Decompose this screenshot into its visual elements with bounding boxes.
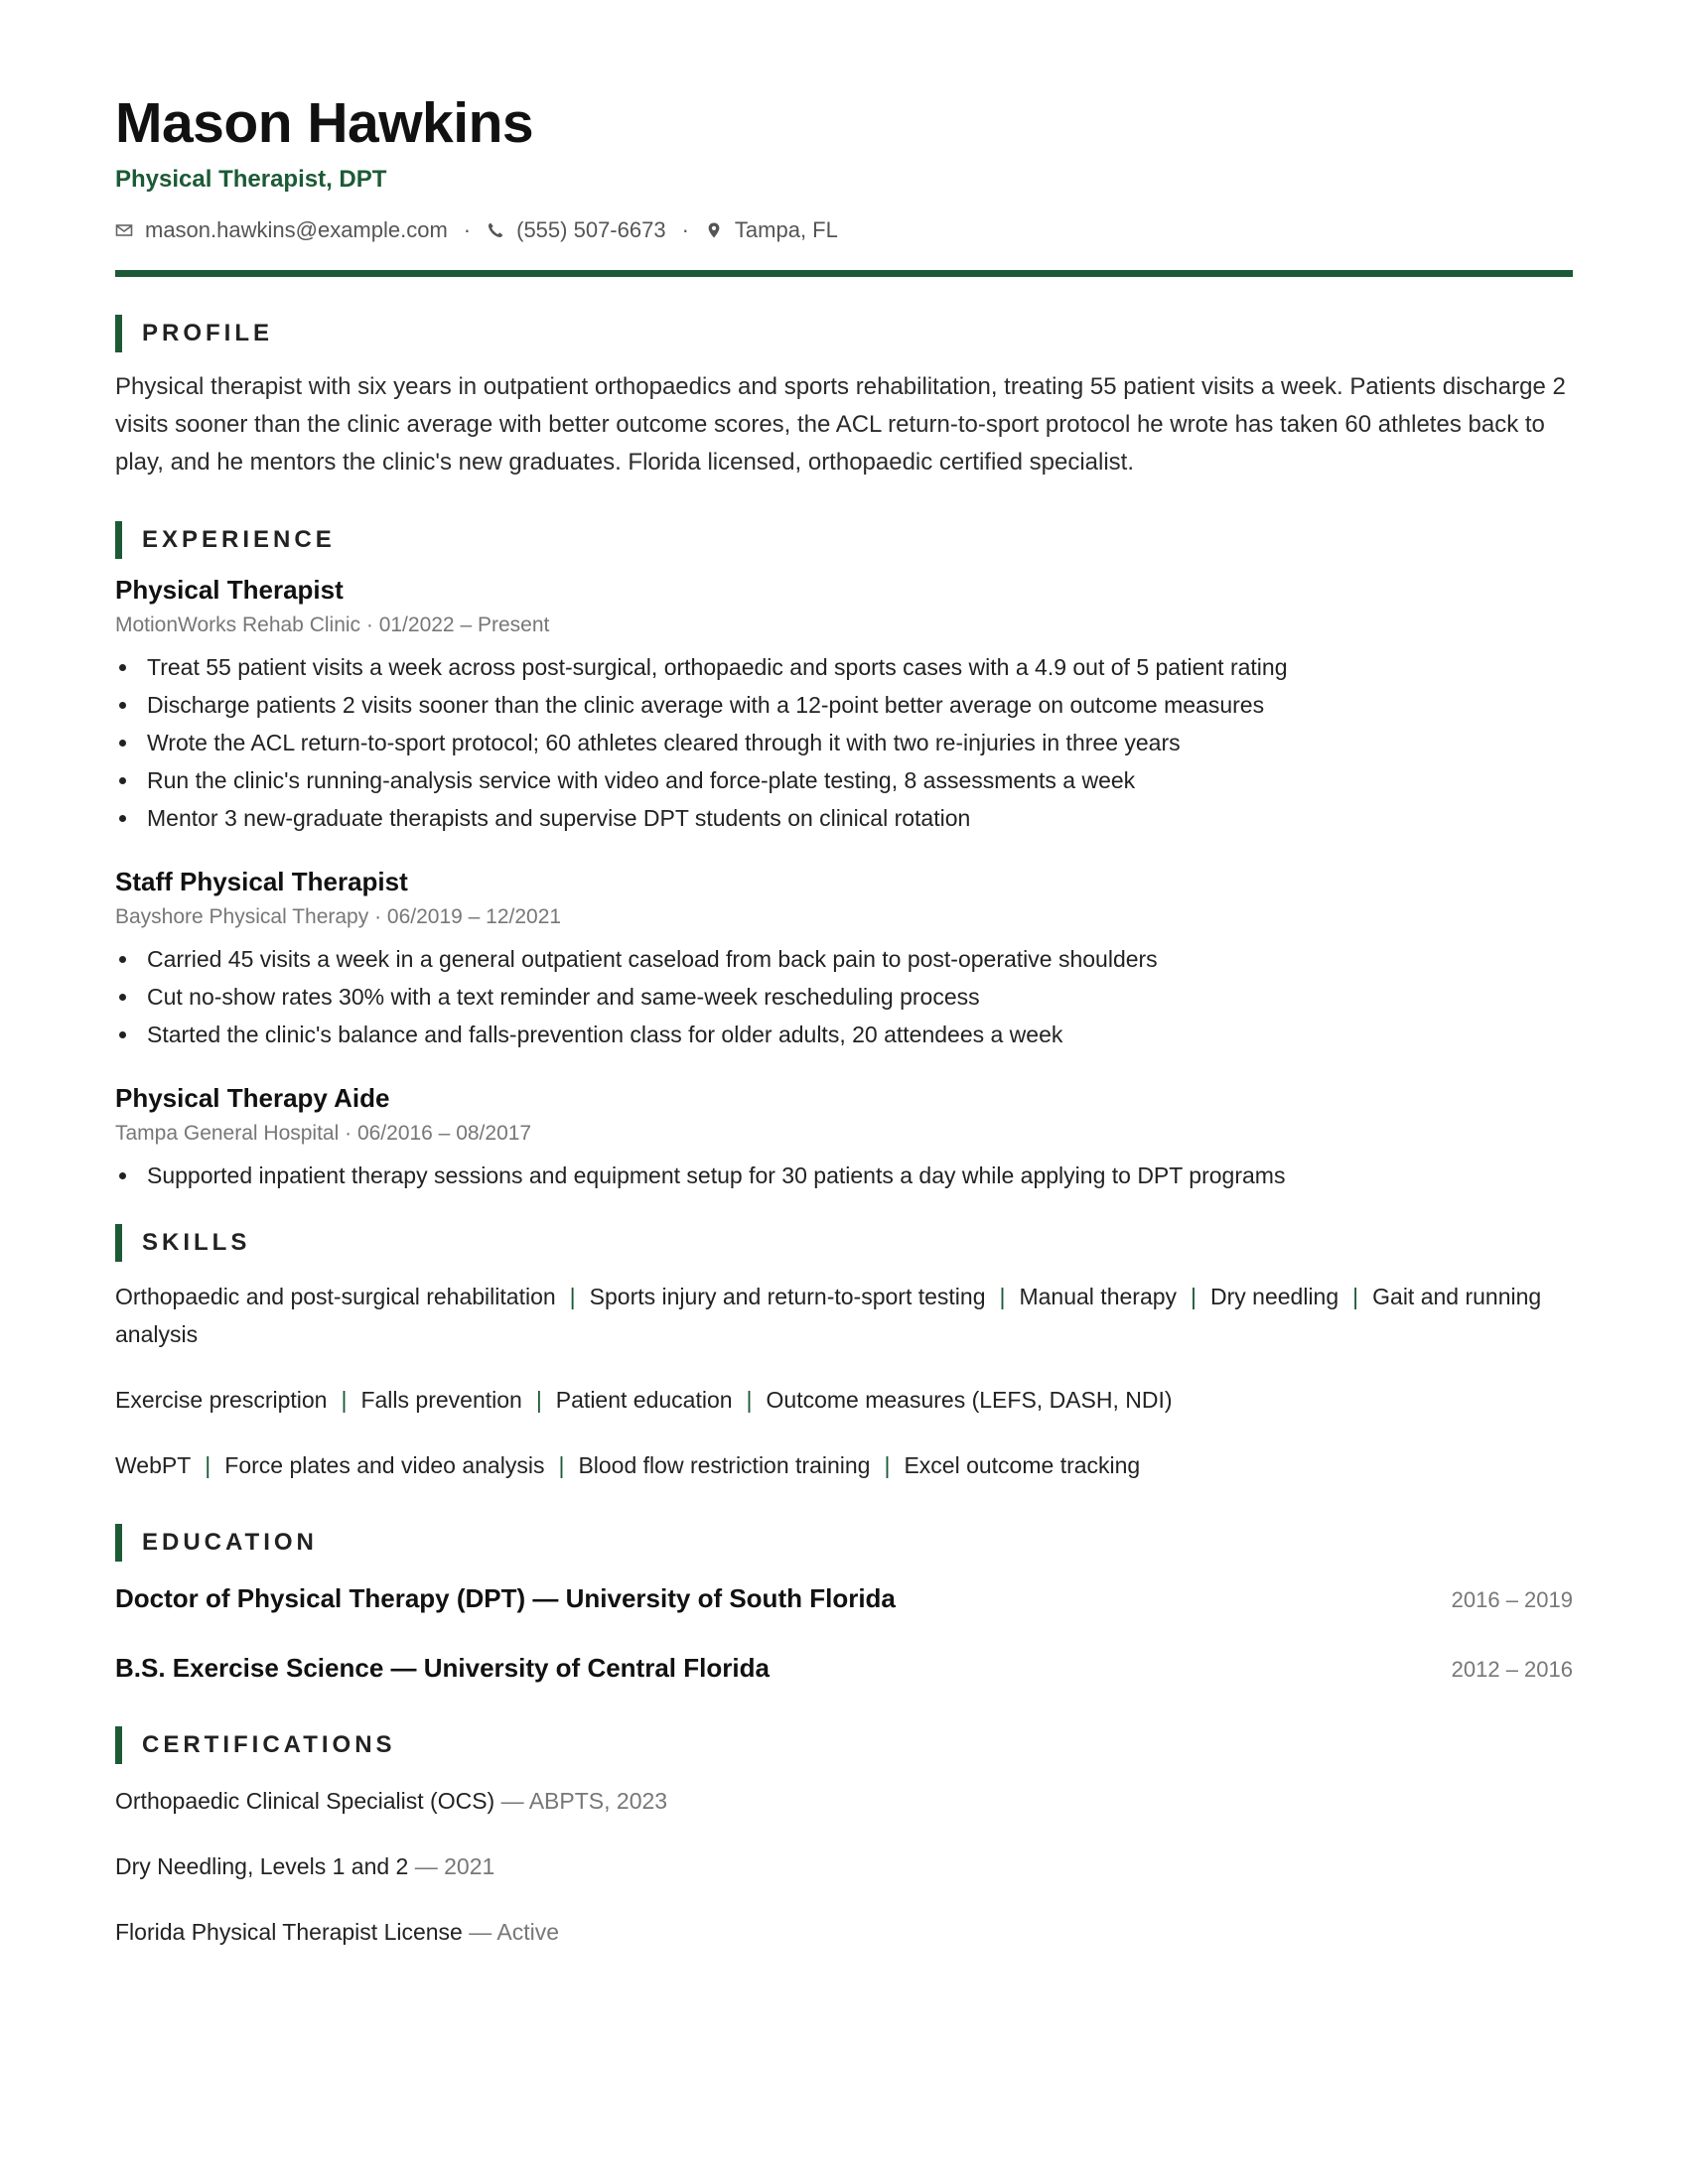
candidate-role: Physical Therapist, DPT bbox=[115, 166, 387, 193]
education-years: 2012 – 2016 bbox=[1451, 1657, 1573, 1682]
profile-summary: Physical therapist with six years in outpatient orthopaedics and sports rehabilitation, treating 55 patient visits a week. Patients discharge 2 visits sooner than the clinic average with better outcome scores, the ACL return-to-sport protocol he wrote has taken 60 athletes back to play, and he mentors the clinic's new graduates. Florida licensed, orthopaedic certified specialist. bbox=[115, 373, 1566, 476]
header-divider bbox=[115, 270, 1573, 277]
job-meta: Bayshore Physical Therapy · 06/2019 – 12/2021 bbox=[115, 905, 562, 928]
section-accent-bar bbox=[115, 315, 122, 352]
email-text: mason.hawkins@example.com bbox=[145, 217, 448, 242]
skill-separator: | bbox=[569, 1284, 576, 1309]
skill-separator: | bbox=[1352, 1284, 1359, 1309]
job-bullets bbox=[115, 1157, 1573, 1194]
section-heading bbox=[115, 315, 1573, 352]
skill-separator: | bbox=[746, 1387, 753, 1413]
section-title: CERTIFICATIONS bbox=[142, 1731, 396, 1758]
skill-item: Sports injury and return-to-sport testing bbox=[589, 1284, 986, 1309]
skill-row bbox=[115, 1446, 1573, 1484]
job-bullet: Supported inpatient therapy sessions and equipment setup for 30 patients a day while applying to DPT programs bbox=[115, 1157, 1573, 1194]
experience-section bbox=[115, 521, 1573, 1194]
job-bullet: Run the clinic's running-analysis service with video and force-plate testing, 8 assessments a week bbox=[115, 761, 1573, 799]
education-entry bbox=[115, 1649, 1573, 1687]
certification-name: Dry Needling, Levels 1 and 2 bbox=[115, 1853, 409, 1879]
section-heading bbox=[115, 1726, 1573, 1764]
location-pin-icon bbox=[705, 221, 723, 239]
job-bullet: Wrote the ACL return-to-sport protocol; 60 athletes cleared through it with two re-injuries in three years bbox=[115, 724, 1573, 761]
job-meta: MotionWorks Rehab Clinic · 01/2022 – Present bbox=[115, 614, 550, 636]
contact-line bbox=[115, 216, 1573, 244]
job-meta: Tampa General Hospital · 06/2016 – 08/2017 bbox=[115, 1122, 532, 1145]
section-accent-bar bbox=[115, 521, 122, 559]
certification-detail: — Active bbox=[462, 1919, 560, 1945]
section-accent-bar bbox=[115, 1524, 122, 1562]
section-title: SKILLS bbox=[142, 1229, 251, 1256]
resume-header bbox=[115, 89, 1573, 277]
section-accent-bar bbox=[115, 1224, 122, 1262]
phone-text: (555) 507-6673 bbox=[516, 217, 666, 242]
skill-item: Gait and running analysis bbox=[115, 1284, 1542, 1347]
skill-separator: | bbox=[884, 1452, 891, 1478]
candidate-name: Mason Hawkins bbox=[115, 91, 534, 155]
job-bullet: Carried 45 visits a week in a general outpatient caseload from back pain to post-operative shoulders bbox=[115, 940, 1573, 978]
job-bullet: Cut no-show rates 30% with a text reminder and same-week rescheduling process bbox=[115, 978, 1573, 1016]
job-bullet: Mentor 3 new-graduate therapists and supervise DPT students on clinical rotation bbox=[115, 799, 1573, 837]
skill-item: Exercise prescription bbox=[115, 1387, 328, 1413]
skill-separator: | bbox=[1191, 1284, 1197, 1309]
contact-location bbox=[705, 216, 838, 244]
certification-entry bbox=[115, 1847, 1573, 1885]
skill-item: Outcome measures (LEFS, DASH, NDI) bbox=[766, 1387, 1173, 1413]
education-degree: Doctor of Physical Therapy (DPT) — University of South Florida bbox=[115, 1583, 896, 1613]
section-title: EXPERIENCE bbox=[142, 526, 336, 553]
job-entry bbox=[115, 865, 1573, 1053]
education-years: 2016 – 2019 bbox=[1451, 1587, 1573, 1612]
certification-name: Florida Physical Therapist License bbox=[115, 1919, 463, 1945]
job-entry bbox=[115, 1081, 1573, 1194]
phone-icon bbox=[487, 221, 504, 239]
location-text: Tampa, FL bbox=[734, 217, 838, 242]
section-title: PROFILE bbox=[142, 320, 274, 346]
skill-separator: | bbox=[558, 1452, 565, 1478]
education-degree: B.S. Exercise Science — University of Central Florida bbox=[115, 1653, 770, 1683]
mail-icon bbox=[115, 221, 133, 239]
job-title: Staff Physical Therapist bbox=[115, 867, 408, 896]
skill-item: Blood flow restriction training bbox=[578, 1452, 871, 1478]
contact-email[interactable] bbox=[115, 216, 448, 244]
contact-phone[interactable] bbox=[487, 216, 665, 244]
section-accent-bar bbox=[115, 1726, 122, 1764]
education-entry bbox=[115, 1579, 1573, 1617]
skill-separator: | bbox=[535, 1387, 542, 1413]
certification-detail: — 2021 bbox=[408, 1853, 495, 1879]
section-heading bbox=[115, 521, 1573, 559]
job-bullet: Started the clinic's balance and falls-prevention class for older adults, 20 attendees a week bbox=[115, 1016, 1573, 1053]
job-bullet: Treat 55 patient visits a week across post-surgical, orthopaedic and sports cases with a 4.9 out of 5 patient rating bbox=[115, 648, 1573, 686]
contact-separator: · bbox=[463, 217, 472, 242]
skill-item: Manual therapy bbox=[1019, 1284, 1178, 1309]
skill-separator: | bbox=[205, 1452, 211, 1478]
job-entry bbox=[115, 573, 1573, 837]
education-list bbox=[115, 1579, 1573, 1687]
skill-item: Patient education bbox=[555, 1387, 733, 1413]
certification-entry bbox=[115, 1913, 1573, 1951]
skills-list bbox=[115, 1278, 1573, 1484]
contact-separator: · bbox=[681, 217, 689, 242]
certifications-section bbox=[115, 1726, 1573, 1951]
skill-item: Orthopaedic and post-surgical rehabilitation bbox=[115, 1284, 556, 1309]
education-section bbox=[115, 1524, 1573, 1687]
section-title: EDUCATION bbox=[142, 1529, 318, 1556]
certification-entry bbox=[115, 1782, 1573, 1820]
skill-separator: | bbox=[999, 1284, 1006, 1309]
skill-item: Dry needling bbox=[1210, 1284, 1339, 1309]
job-bullet: Discharge patients 2 visits sooner than the clinic average with a 12-point better average on outcome measures bbox=[115, 686, 1573, 724]
skill-item: WebPT bbox=[115, 1452, 192, 1478]
skill-row bbox=[115, 1381, 1573, 1419]
certifications-list bbox=[115, 1782, 1573, 1951]
section-heading bbox=[115, 1524, 1573, 1562]
job-bullets bbox=[115, 940, 1573, 1053]
skill-item: Falls prevention bbox=[360, 1387, 522, 1413]
skill-item: Force plates and video analysis bbox=[224, 1452, 545, 1478]
job-title: Physical Therapy Aide bbox=[115, 1083, 390, 1113]
skill-item: Excel outcome tracking bbox=[904, 1452, 1141, 1478]
skill-separator: | bbox=[341, 1387, 348, 1413]
skill-row bbox=[115, 1278, 1573, 1353]
skills-section bbox=[115, 1224, 1573, 1484]
section-heading bbox=[115, 1224, 1573, 1262]
profile-section bbox=[115, 315, 1573, 481]
certification-detail: — ABPTS, 2023 bbox=[494, 1788, 668, 1814]
job-bullets bbox=[115, 648, 1573, 837]
certification-name: Orthopaedic Clinical Specialist (OCS) bbox=[115, 1788, 495, 1814]
job-title: Physical Therapist bbox=[115, 575, 344, 605]
